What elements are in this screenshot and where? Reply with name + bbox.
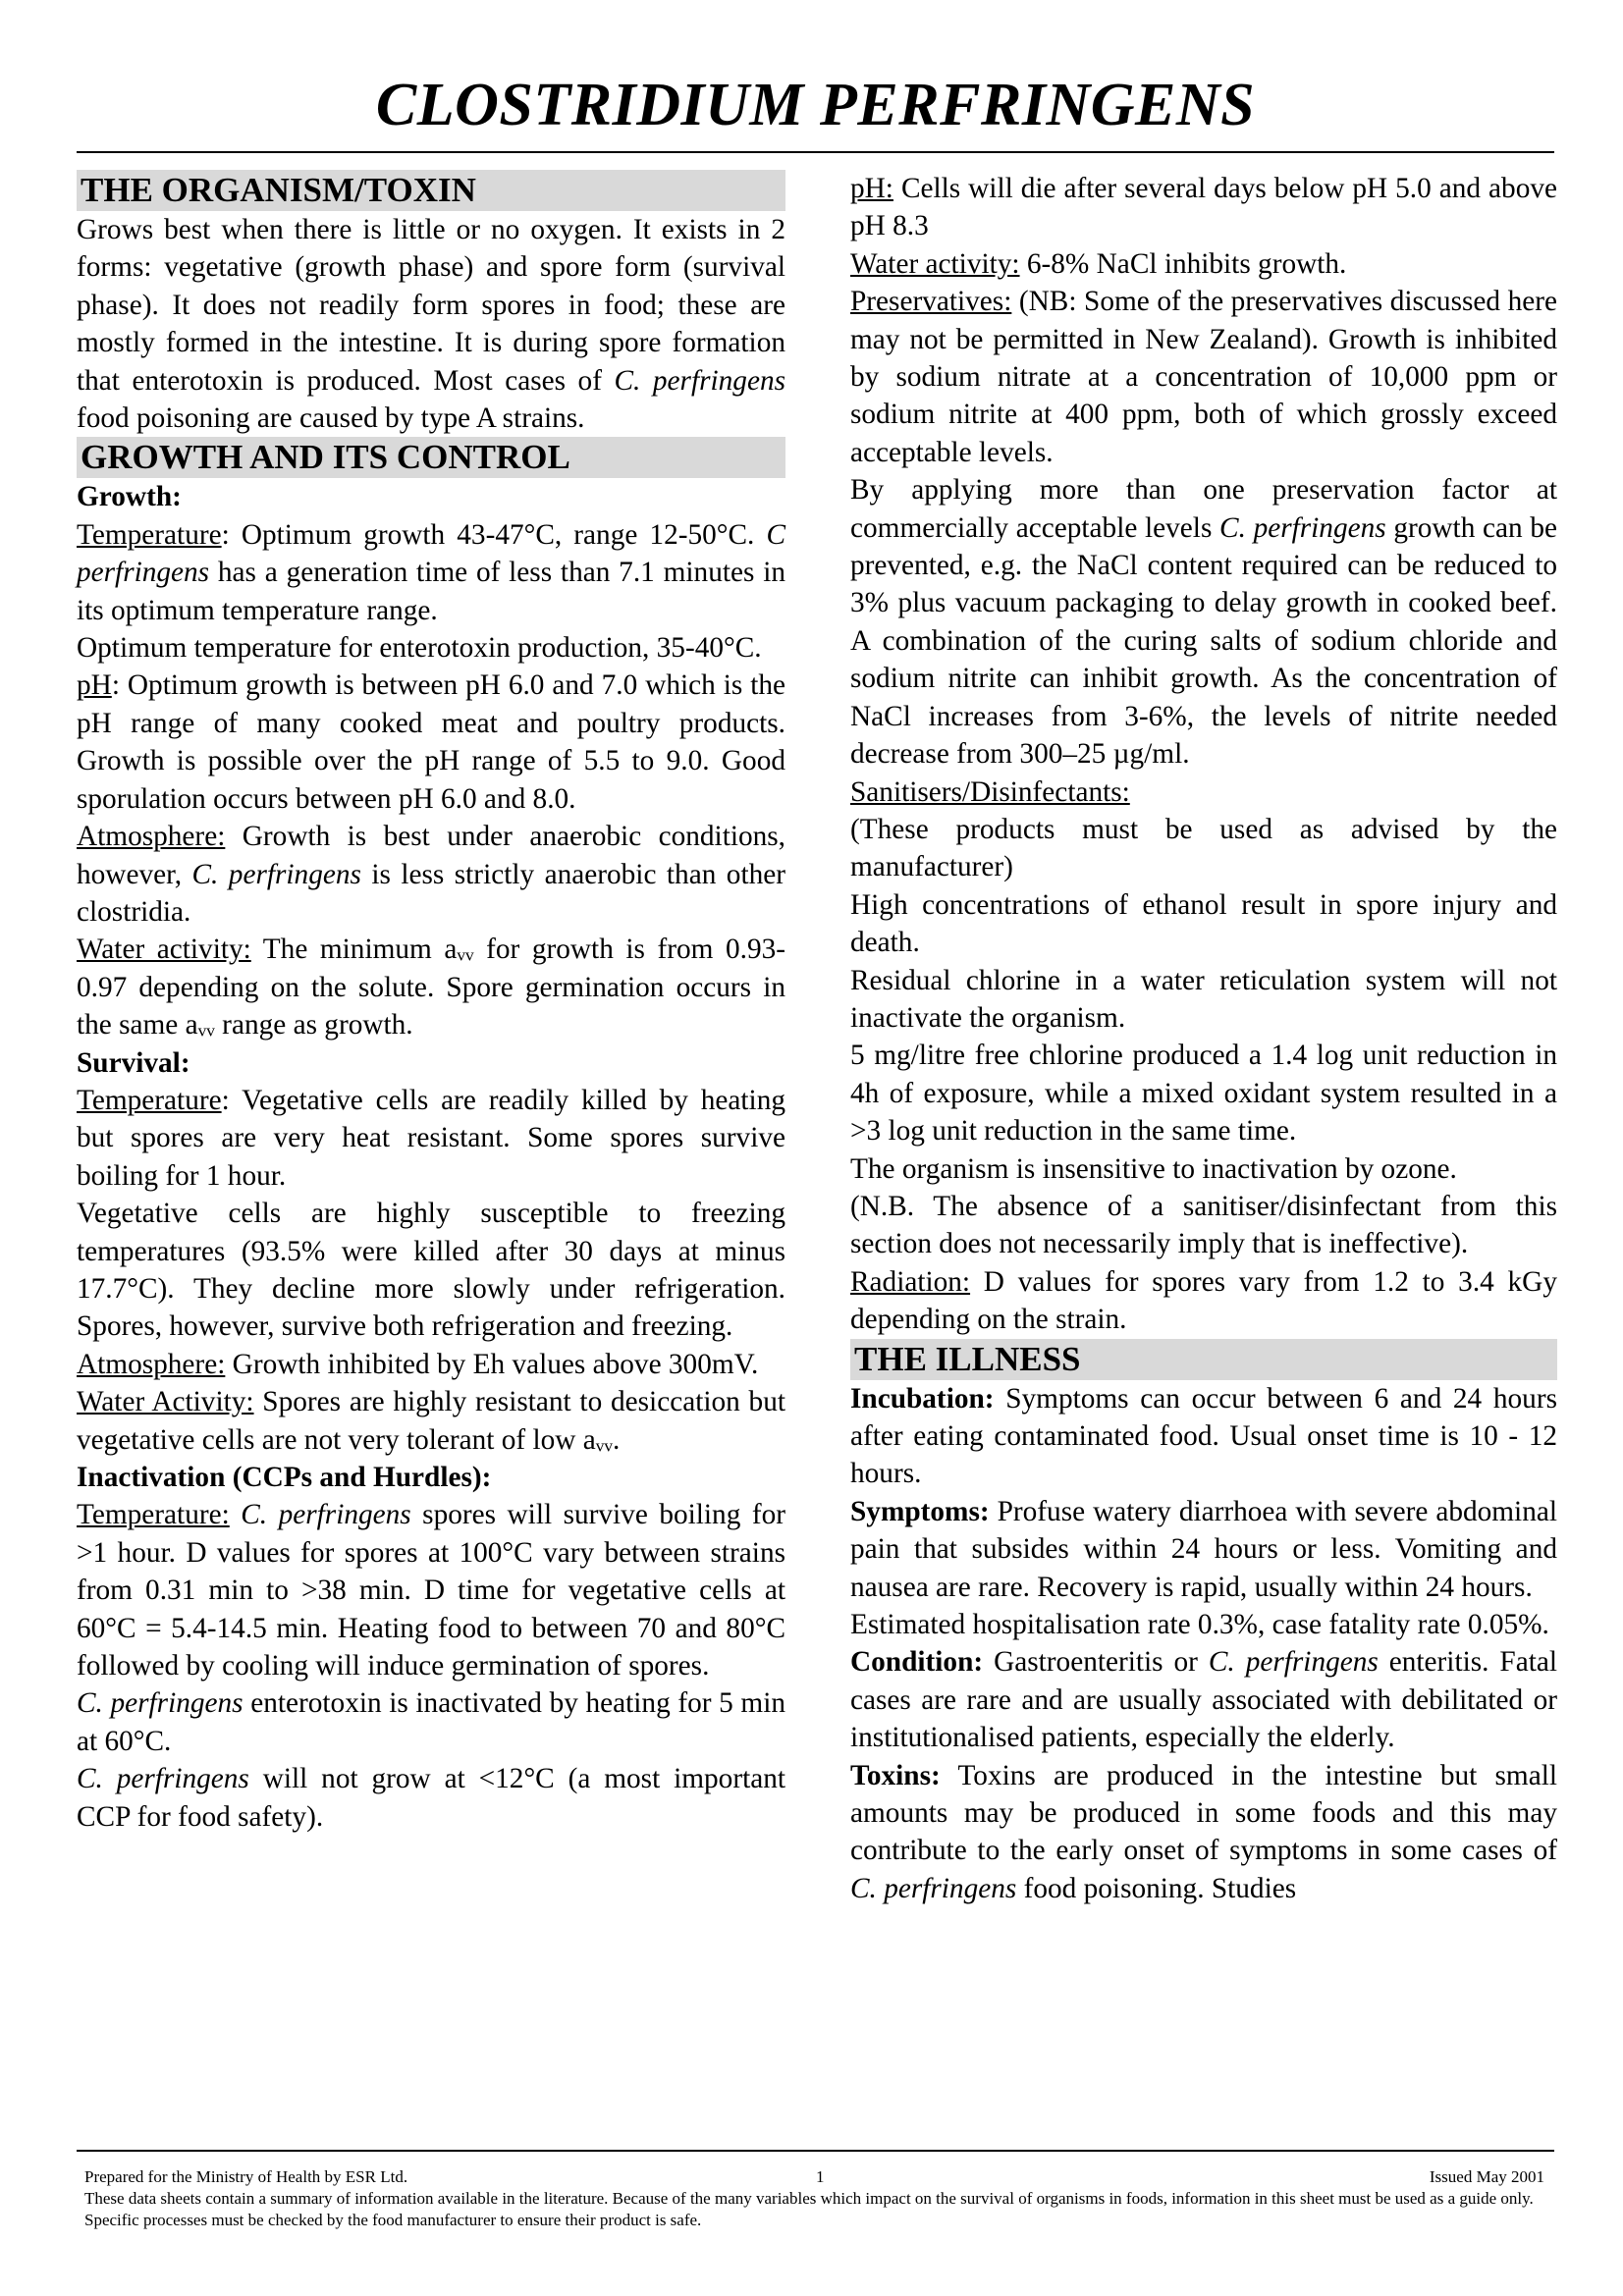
- inactivation-water-activity: Water activity: 6-8% NaCl inhibits growth.: [850, 247, 1347, 280]
- radiation: Radiation: D values for spores vary from 1.2 to 3.4 kGy depending on the strain.: [850, 1265, 1557, 1336]
- section-heading-illness: THE ILLNESS: [850, 1339, 1557, 1380]
- footer-divider: [77, 2150, 1554, 2152]
- growth-ph: pH: Optimum growth is between pH 6.0 and 7.0 which is the pH range of many cooked meat and poultry products. Growth is possible over the pH range of 5.5 to 9.0. Good sporulation occurs between pH 6.0 and 8.0.: [77, 669, 785, 815]
- growth-water-activity: Water activity: The minimum aᵥᵥ for growth is from 0.93-0.97 depending on the solute. Spore germination occurs in the same aᵥᵥ range as growth.: [77, 934, 785, 1041]
- sanitisers-chlorine: Residual chlorine in a water reticulation system will not inactivate the organism.: [850, 964, 1557, 1034]
- section-heading-growth: GROWTH AND ITS CONTROL: [77, 437, 785, 478]
- subheading-inactivation: Inactivation (CCPs and Hurdles):: [77, 1462, 492, 1493]
- growth-atmosphere: Atmosphere: Growth is best under anaerobic conditions, however, C. perfringens is less strictly anaerobic than other clostridia.: [77, 821, 786, 928]
- illness-toxins: Toxins: Toxins are produced in the intestine but small amounts may be produced in some foods and this may contribute to the early onset of symptoms in some cases of C. perfringens food poisoning. Studies: [850, 1759, 1557, 1904]
- preservatives: Preservatives: (NB: Some of the preservatives discussed here may not be permitted in New Zealand). Growth is inhibited by sodium nitrate at a concentration of 10,000 ppm or sodium nitrite at 400 ppm, both of which grossly exceed acceptable levels.: [850, 286, 1557, 468]
- footer-prepared: Prepared for the Ministry of Health by ESR Ltd.: [84, 2167, 408, 2186]
- left-column: [77, 170, 785, 1836]
- preservatives-combination: By applying more than one preservation factor at commercially acceptable levels C. perfringens growth can be prevented, e.g. the NaCl content required can be reduced to 3% plus vacuum packaging to delay growth in cooked beef. A combination of the curing salts of sodium chloride and sodium nitrite can inhibit growth. As the concentration of NaCl increases from 3-6%, the levels of nitrite needed decrease from 300–25 µg/ml.: [850, 474, 1558, 771]
- footer: [84, 2166, 1544, 2231]
- title-divider: [77, 151, 1554, 153]
- footer-disclaimer: These data sheets contain a summary of information available in the literature. Because of the many variables which impact on the survival of organisms in foods, information in this sheet must be used as a guide only. Specific processes must be checked by the food manufacturer to ensure their product is safe.: [84, 2189, 1534, 2229]
- inactivation-ph: pH: Cells will die after several days below pH 5.0 and above pH 8.3: [850, 173, 1557, 242]
- sanitisers-ethanol: High concentrations of ethanol result in spore injury and death.: [850, 888, 1557, 959]
- survival-water-activity: Water Activity: Spores are highly resistant to desiccation but vegetative cells are not very tolerant of low aᵥᵥ.: [77, 1386, 785, 1456]
- illness-incubation: Incubation: Symptoms can occur between 6 and 24 hours after eating contaminated food. Usual onset time is 10 - 12 hours.: [850, 1382, 1557, 1490]
- footer-issued: Issued May 2001: [1429, 2167, 1544, 2186]
- illness-symptoms: Symptoms: Profuse watery diarrhoea with severe abdominal pain that subsides within 24 hours or less. Vomiting and nausea are rare. Recovery is rapid, usually within 24 hours.: [850, 1495, 1557, 1603]
- organism-paragraph: Grows best when there is little or no oxygen. It exists in 2 forms: vegetative (growth phase) and spore form (survival phase). It does not readily form spores in food; these are mostly formed in the intestine. It is during spore formation that enterotoxin is produced. Most cases of C. perfringens food poisoning are caused by type A strains.: [77, 214, 785, 435]
- inactivation-enterotoxin: C. perfringens enterotoxin is inactivated by heating for 5 min at 60°C.: [77, 1687, 785, 1757]
- sanitisers-ozone: The organism is insensitive to inactivation by ozone.: [850, 1152, 1457, 1185]
- right-column: [850, 170, 1557, 1907]
- survival-freezing: Vegetative cells are highly susceptible to freezing temperatures (93.5% were killed after 30 days at minus 17.7°C). They decline more slowly under refrigeration. Spores, however, survive both refrigeration and freezing.: [77, 1198, 785, 1343]
- inactivation-temperature: Temperature: C. perfringens spores will survive boiling for >1 hour. D values for spores at 100°C vary between strains from 0.31 min to >38 min. D time for vegetative cells at 60°C = 5.4-14.5 min. Heating food to between 70 and 80°C followed by cooling will induce germination of spores.: [77, 1499, 785, 1682]
- growth-enterotoxin: Optimum temperature for enterotoxin production, 35-40°C.: [77, 632, 762, 665]
- inactivation-no-growth: C. perfringens will not grow at <12°C (a most important CCP for food safety).: [77, 1763, 785, 1833]
- survival-atmosphere: Atmosphere: Growth inhibited by Eh values above 300mV.: [77, 1348, 759, 1380]
- sanitisers-disclaimer: (N.B. The absence of a sanitiser/disinfectant from this section does not necessarily imply that is ineffective).: [850, 1190, 1557, 1260]
- sanitisers-free-chlorine: 5 mg/litre free chlorine produced a 1.4 log unit reduction in 4h of exposure, while a mixed oxidant system resulted in a >3 log unit reduction in the same time.: [850, 1040, 1557, 1148]
- subheading-growth: Growth:: [77, 481, 182, 513]
- sanitisers-label: Sanitisers/Disinfectants:: [850, 775, 1130, 808]
- survival-temperature: Temperature: Vegetative cells are readily killed by heating but spores are very heat resistant. Some spores survive boiling for 1 hour.: [77, 1084, 785, 1192]
- illness-condition: Condition: Gastroenteritis or C. perfringens enteritis. Fatal cases are rare and are usually associated with debilitated or institutionalised patients, especially the elderly.: [850, 1646, 1557, 1754]
- page-title: CLOSTRIDIUM PERFRINGENS: [375, 72, 1256, 138]
- page-number: 1: [816, 2167, 825, 2186]
- growth-temperature: Temperature: Optimum growth 43-47°C, range 12-50°C. C perfringens has a generation time of less than 7.1 minutes in its optimum temperature range.: [77, 518, 785, 626]
- sanitisers-note: (These products must be used as advised by the manufacturer): [850, 813, 1557, 883]
- illness-hospitalisation: Estimated hospitalisation rate 0.3%, case fatality rate 0.05%.: [850, 1609, 1549, 1641]
- subheading-survival: Survival:: [77, 1046, 190, 1079]
- section-heading-organism: THE ORGANISM/TOXIN: [77, 170, 785, 211]
